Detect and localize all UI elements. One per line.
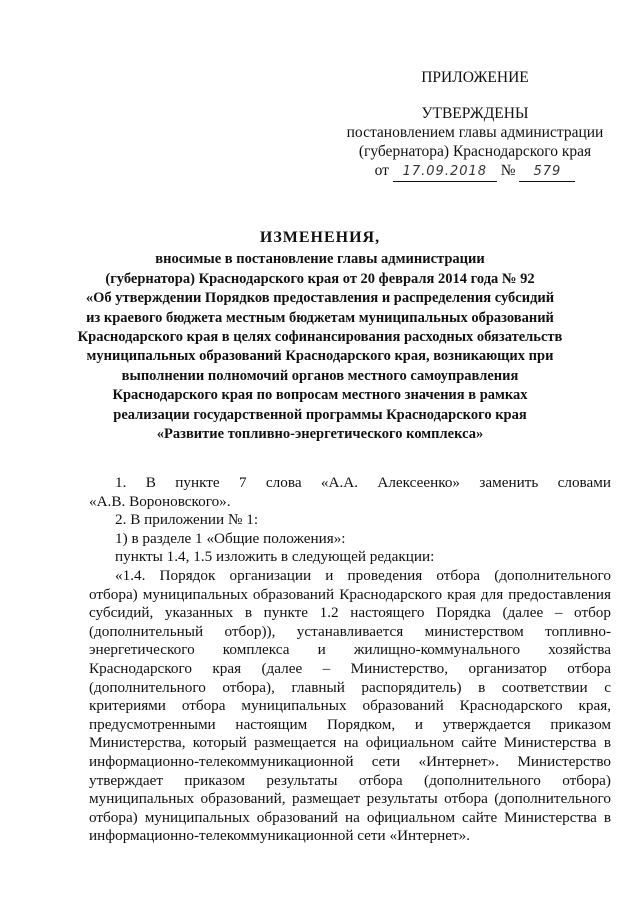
approved-by-line-2: (губернатора) Краснодарского края — [358, 143, 592, 160]
body-line: муниципальных образований, размещает результаты отбора (дополнительного — [89, 790, 611, 808]
heading-line: «Развитие топливно-энергетического комплекса» — [156, 426, 484, 443]
date-number-line — [340, 161, 610, 182]
body-line: Министерства, который размещается на официальном сайте Министерства в — [89, 734, 611, 752]
body-line: 1. В пункте 7 слова «А.А. Алексеенко» заменить словами — [115, 474, 611, 491]
approved-label: УТВЕРЖДЕНЫ — [421, 105, 529, 122]
handwritten-date: 17.09.2018 — [393, 162, 497, 182]
heading-line: «Об утверждении Порядков предоставления и распределения субсидий — [85, 290, 555, 307]
body-line: пункты 1.4, 1.5 изложить в следующей редакции: — [115, 548, 435, 566]
heading-line: выполнении полномочий органов местного самоуправления — [121, 367, 519, 384]
date-prefix: от — [374, 162, 389, 179]
body-line: 2. В приложении № 1: — [115, 511, 259, 529]
body-line: «А.В. Вороновского». — [89, 492, 231, 510]
body-line: субсидий, указанных в пункте 1.2 настоящего Порядка (далее – отбор — [89, 604, 611, 622]
heading-line: вносимые в постановление главы администрации — [155, 251, 485, 268]
body-line: (дополнительный отбор)), устанавливается министерством топливно- — [89, 622, 611, 640]
body-line: информационно-телекоммуникационной сети «Интернет». — [89, 827, 471, 845]
heading-line: (губернатора) Краснодарского края от 20 февраля 2014 года № 92 — [105, 270, 535, 287]
heading-line: из краевого бюджета местным бюджетам муниципальных образований — [86, 309, 554, 326]
page-title: ИЗМЕНЕНИЯ, — [259, 229, 381, 246]
heading-line: Краснодарского края по вопросам местного значения в рамках — [112, 387, 528, 404]
body-line: информационно-телекоммуникационной сети «Интернет». Министерство — [89, 752, 611, 770]
body-line: «1.4. Порядок организации и проведения отбора (дополнительного — [115, 566, 611, 584]
heading-line: муниципальных образований Краснодарского края, возникающих при — [86, 348, 554, 365]
approval-stamp-block — [340, 68, 610, 182]
body-line: Краснодарского края (далее – Министерство, организатор отбора — [89, 659, 611, 677]
number-prefix: № — [500, 162, 516, 179]
approved-by-line-1: постановлением главы администрации — [346, 124, 604, 141]
body-line: отбора) муниципальных образований на официальном сайте Министерства в — [89, 808, 611, 826]
document-body — [89, 474, 611, 846]
body-line: 1) в разделе 1 «Общие положения»: — [115, 529, 346, 547]
changes-heading — [60, 228, 580, 444]
body-line: предусмотренными настоящим Порядком, и утверждается приказом — [89, 715, 611, 733]
appendix-label: ПРИЛОЖЕНИЕ — [421, 69, 529, 86]
body-line: критериями отбора муниципальных образований Краснодарского края, — [89, 697, 611, 715]
heading-line: реализации государственной программы Краснодарского края — [113, 406, 527, 423]
heading-line: Краснодарского края в целях софинансирования расходных обязательств — [77, 329, 563, 346]
body-line: утверждает приказом результаты отбора (дополнительного отбора) — [89, 771, 611, 789]
body-line: (дополнительного отбора), главный распорядитель) в соответствии с — [89, 678, 611, 696]
handwritten-number: 579 — [519, 162, 575, 182]
body-line: энергетического комплекса и жилищно-коммунального хозяйства — [89, 641, 611, 659]
body-line: отбора) муниципальных образований Краснодарского края для предоставления — [89, 585, 611, 603]
